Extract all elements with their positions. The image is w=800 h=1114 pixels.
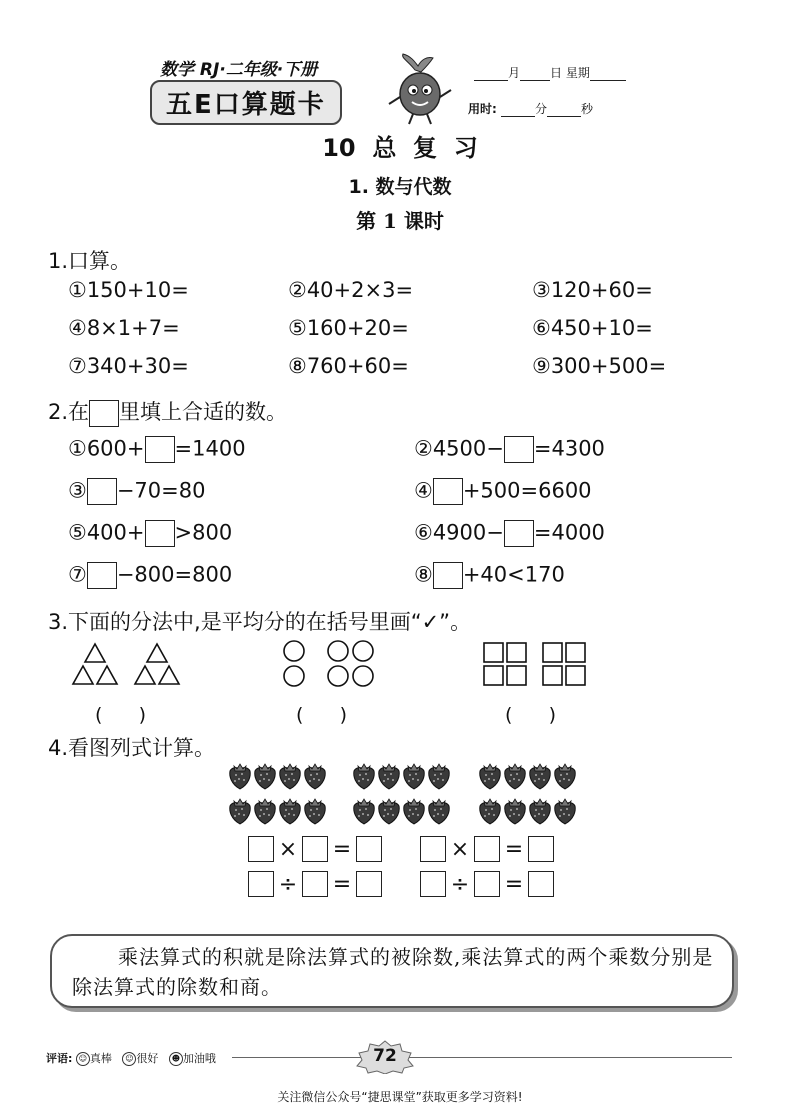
strawberry-icon bbox=[228, 797, 250, 821]
strawberry-icon bbox=[402, 762, 424, 786]
answer-box[interactable] bbox=[248, 836, 274, 862]
q1-item: ⑤160+20= bbox=[288, 316, 409, 340]
q2-item: ⑥4900− =4000 bbox=[414, 520, 605, 547]
mascot-image bbox=[385, 52, 455, 127]
q1-item: ②40+2×3= bbox=[288, 278, 414, 302]
strawberry-icon bbox=[427, 762, 449, 786]
strawberry-icon bbox=[228, 762, 250, 786]
footer-notice: 关注微信公众号“捷思课堂”获取更多学习资料! bbox=[277, 1090, 523, 1104]
section-title: 1. 数与代数 bbox=[348, 176, 452, 198]
q2-item: ⑦ −800=800 bbox=[68, 562, 232, 589]
q3-title: 3.下面的分法中,是平均分的在括号里画“✓”。 bbox=[48, 610, 472, 634]
strawberry-icon bbox=[303, 762, 325, 786]
chapter-title: 10 总 复 习 bbox=[322, 134, 478, 162]
strawberry-icon bbox=[278, 797, 300, 821]
q2-item: ⑤400+ >800 bbox=[68, 520, 232, 547]
strawberry-icon bbox=[528, 762, 550, 786]
page-number: 72 bbox=[373, 1046, 397, 1066]
strawberry-icon bbox=[503, 762, 525, 786]
equation-multiply-1: × = bbox=[248, 836, 382, 862]
q1-item: ③120+60= bbox=[532, 278, 653, 302]
answer-box[interactable] bbox=[433, 478, 463, 505]
strawberry-icon bbox=[553, 797, 575, 821]
circles-figure bbox=[280, 638, 390, 692]
q2-item: ②4500− =4300 bbox=[414, 436, 605, 463]
strawberry-icon bbox=[377, 797, 399, 821]
strawberry-icon bbox=[478, 762, 500, 786]
answer-paren[interactable]: ( ) bbox=[95, 704, 147, 726]
smile-big-icon: ☺ bbox=[76, 1052, 90, 1066]
strawberry-icon bbox=[303, 797, 325, 821]
q1-item: ⑥450+10= bbox=[532, 316, 653, 340]
answer-box[interactable] bbox=[356, 836, 382, 862]
q2-item: ⑧ +40<170 bbox=[414, 562, 565, 589]
answer-box[interactable] bbox=[504, 520, 534, 547]
answer-box[interactable] bbox=[504, 436, 534, 463]
strawberry-icon bbox=[478, 797, 500, 821]
subject-line: 数学 RJ·二年级·下册 bbox=[160, 60, 318, 80]
rating-bar: 评语: ☺ 真棒 ☺ 很好 ☻ 加油哦 bbox=[46, 1052, 216, 1065]
q2-item: ③ −70=80 bbox=[68, 478, 205, 505]
q1-title: 1.口算。 bbox=[48, 249, 132, 273]
answer-box-sample bbox=[89, 400, 119, 427]
q4-title: 4.看图列式计算。 bbox=[48, 736, 216, 760]
strawberry-icon bbox=[528, 797, 550, 821]
tip-box bbox=[50, 934, 734, 1008]
triangles-figure bbox=[70, 640, 190, 690]
q2-title: 2.在 里填上合适的数。 bbox=[48, 396, 287, 427]
answer-box[interactable] bbox=[87, 478, 117, 505]
answer-box[interactable] bbox=[302, 836, 328, 862]
card-title: 五E口算题卡 bbox=[150, 80, 342, 125]
strawberry-icon bbox=[553, 762, 575, 786]
answer-box[interactable] bbox=[356, 871, 382, 897]
answer-paren[interactable]: ( ) bbox=[505, 704, 557, 726]
answer-box[interactable] bbox=[87, 562, 117, 589]
strawberry-icon bbox=[253, 797, 275, 821]
strawberry-icon bbox=[402, 797, 424, 821]
q1-item: ④8×1+7= bbox=[68, 316, 180, 340]
smile-icon: ☺ bbox=[122, 1052, 136, 1066]
answer-box[interactable] bbox=[145, 520, 175, 547]
q1-item: ①150+10= bbox=[68, 278, 189, 302]
answer-box[interactable] bbox=[302, 871, 328, 897]
strawberry-icon bbox=[427, 797, 449, 821]
answer-box[interactable] bbox=[528, 836, 554, 862]
strawberry-icon bbox=[352, 762, 374, 786]
squares-figure bbox=[480, 640, 595, 690]
footer-rule bbox=[232, 1057, 732, 1058]
answer-box[interactable] bbox=[528, 871, 554, 897]
strawberry-icon bbox=[278, 762, 300, 786]
answer-box[interactable] bbox=[474, 871, 500, 897]
q2-item: ①600+ =1400 bbox=[68, 436, 246, 463]
date-fields: 月 日 星期 bbox=[474, 64, 626, 81]
answer-paren[interactable]: ( ) bbox=[296, 704, 348, 726]
strawberry-icon bbox=[352, 797, 374, 821]
answer-box[interactable] bbox=[248, 871, 274, 897]
q2-item: ④ +500=6600 bbox=[414, 478, 592, 505]
answer-box[interactable] bbox=[420, 836, 446, 862]
q1-item: ⑧760+60= bbox=[288, 354, 409, 378]
answer-box[interactable] bbox=[145, 436, 175, 463]
strawberry-icon bbox=[503, 797, 525, 821]
equation-divide-1: ÷ = bbox=[248, 871, 382, 897]
q1-item: ⑨300+500= bbox=[532, 354, 667, 378]
equation-multiply-2: × = bbox=[420, 836, 554, 862]
strawberry-icon bbox=[253, 762, 275, 786]
answer-box[interactable] bbox=[433, 562, 463, 589]
q1-item: ⑦340+30= bbox=[68, 354, 189, 378]
equation-divide-2: ÷ = bbox=[420, 871, 554, 897]
answer-box[interactable] bbox=[420, 871, 446, 897]
lesson-title: 第 1 课时 bbox=[356, 209, 444, 233]
tip-text: 乘法算式的积就是除法算式的被除数,乘法算式的两个乘数分别是除法算式的除数和商。 bbox=[72, 945, 714, 999]
strawberry-icon bbox=[377, 762, 399, 786]
time-fields: 用时: 分 秒 bbox=[468, 102, 594, 116]
answer-box[interactable] bbox=[474, 836, 500, 862]
cheer-icon: ☻ bbox=[169, 1052, 183, 1066]
